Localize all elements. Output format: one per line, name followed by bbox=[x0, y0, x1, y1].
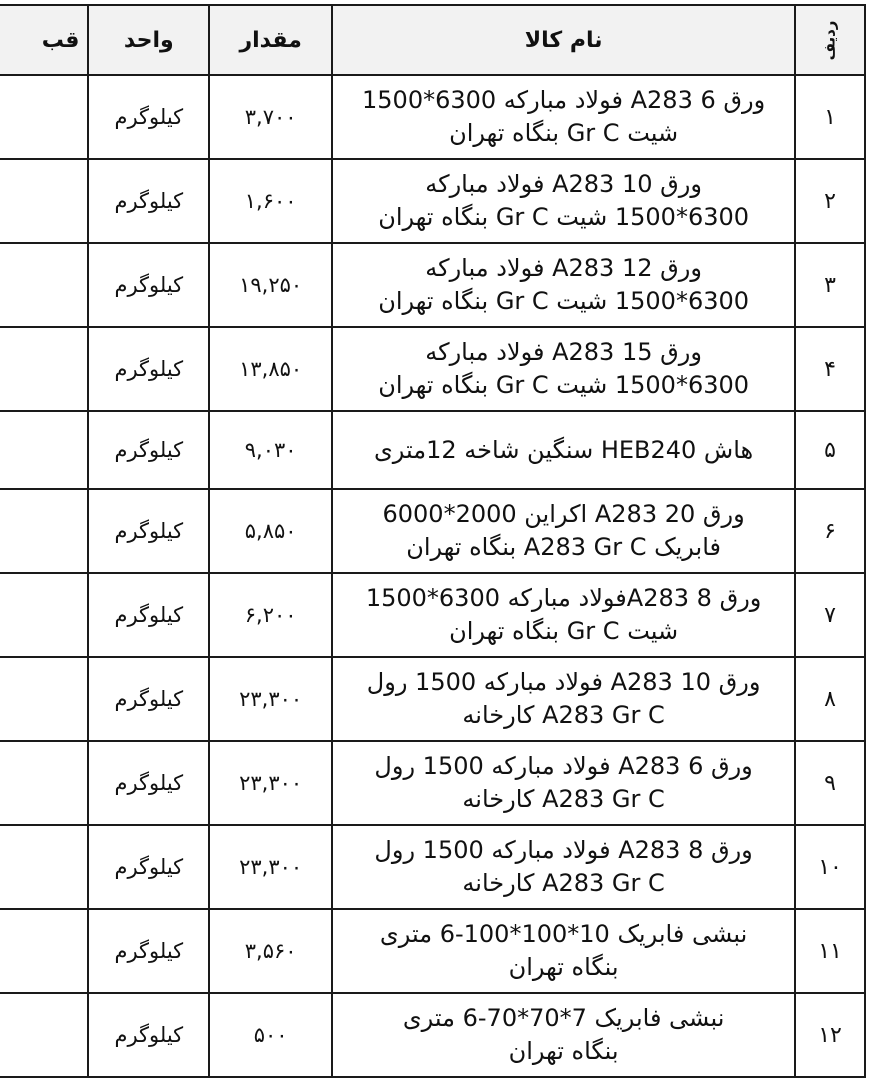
table-row bbox=[0, 159, 865, 243]
unit-cell: کیلوگرم bbox=[88, 159, 209, 243]
row-number-cell: ۹ bbox=[795, 741, 865, 825]
row-number-cell: ۷ bbox=[795, 573, 865, 657]
table-row bbox=[0, 825, 865, 909]
quantity-cell: ۳,۷۰۰ bbox=[209, 75, 332, 159]
unit-cell: کیلوگرم bbox=[88, 75, 209, 159]
row-number-cell: ۱۰ bbox=[795, 825, 865, 909]
unit-cell: کیلوگرم bbox=[88, 909, 209, 993]
price-cell bbox=[0, 159, 88, 243]
price-cell bbox=[0, 909, 88, 993]
header-unit: واحد bbox=[88, 5, 209, 75]
table-row bbox=[0, 573, 865, 657]
header-item-name: نام کالا bbox=[332, 5, 795, 75]
table-header bbox=[0, 5, 865, 75]
price-cell bbox=[0, 243, 88, 327]
price-cell bbox=[0, 657, 88, 741]
header-row bbox=[0, 5, 865, 75]
table-row bbox=[0, 489, 865, 573]
item-name-cell: ورق 8 A283فولاد مبارکه 6300*1500 شیت Gr C بنگاه تهران bbox=[332, 573, 795, 657]
table-row bbox=[0, 993, 865, 1077]
row-number-cell: ۱۲ bbox=[795, 993, 865, 1077]
price-cell bbox=[0, 993, 88, 1077]
quantity-cell: ۲۳,۳۰۰ bbox=[209, 657, 332, 741]
unit-cell: کیلوگرم bbox=[88, 825, 209, 909]
item-name-cell: ورق 10 A283 فولاد مبارکه 6300*1500 شیت Gr C بنگاه تهران bbox=[332, 159, 795, 243]
row-number-cell: ۵ bbox=[795, 411, 865, 489]
quantity-cell: ۲۳,۳۰۰ bbox=[209, 741, 332, 825]
table-body bbox=[0, 75, 865, 1077]
table-row bbox=[0, 741, 865, 825]
quantity-cell: ۱۹,۲۵۰ bbox=[209, 243, 332, 327]
table-row bbox=[0, 243, 865, 327]
row-number-cell: ۱ bbox=[795, 75, 865, 159]
quantity-cell: ۱۳,۸۵۰ bbox=[209, 327, 332, 411]
item-name-cell: ورق 8 A283 فولاد مبارکه 1500 رول A283 Gr C کارخانه bbox=[332, 825, 795, 909]
header-row-number bbox=[795, 5, 865, 75]
price-cell bbox=[0, 741, 88, 825]
unit-cell: کیلوگرم bbox=[88, 411, 209, 489]
item-name-cell: نبشی فابریک 10*100*100-6 متری بنگاه تهران bbox=[332, 909, 795, 993]
quantity-cell: ۹,۰۳۰ bbox=[209, 411, 332, 489]
item-name-cell: ورق 15 A283 فولاد مبارکه 6300*1500 شیت Gr C بنگاه تهران bbox=[332, 327, 795, 411]
header-row-number-label: ردیف bbox=[820, 20, 839, 60]
unit-cell: کیلوگرم bbox=[88, 741, 209, 825]
item-name-cell: ورق 12 A283 فولاد مبارکه 6300*1500 شیت Gr C بنگاه تهران bbox=[332, 243, 795, 327]
header-quantity: مقدار bbox=[209, 5, 332, 75]
row-number-cell: ۸ bbox=[795, 657, 865, 741]
table-row bbox=[0, 657, 865, 741]
quantity-cell: ۱,۶۰۰ bbox=[209, 159, 332, 243]
row-number-cell: ۱۱ bbox=[795, 909, 865, 993]
unit-cell: کیلوگرم bbox=[88, 327, 209, 411]
row-number-cell: ۴ bbox=[795, 327, 865, 411]
row-number-cell: ۲ bbox=[795, 159, 865, 243]
quantity-cell: ۵۰۰ bbox=[209, 993, 332, 1077]
price-cell bbox=[0, 411, 88, 489]
price-cell bbox=[0, 573, 88, 657]
unit-cell: کیلوگرم bbox=[88, 993, 209, 1077]
quantity-cell: ۶,۲۰۰ bbox=[209, 573, 332, 657]
item-name-cell: ورق 6 A283 فولاد مبارکه 6300*1500 شیت Gr C بنگاه تهران bbox=[332, 75, 795, 159]
price-cell bbox=[0, 825, 88, 909]
item-name-cell: نبشی فابریک 7*70*70-6 متری بنگاه تهران bbox=[332, 993, 795, 1077]
quantity-cell: ۵,۸۵۰ bbox=[209, 489, 332, 573]
price-cell bbox=[0, 489, 88, 573]
row-number-cell: ۳ bbox=[795, 243, 865, 327]
table-row bbox=[0, 75, 865, 159]
goods-table bbox=[0, 4, 866, 1078]
unit-cell: کیلوگرم bbox=[88, 489, 209, 573]
quantity-cell: ۳,۵۶۰ bbox=[209, 909, 332, 993]
item-name-cell: ورق 10 A283 فولاد مبارکه 1500 رول A283 Gr C کارخانه bbox=[332, 657, 795, 741]
unit-cell: کیلوگرم bbox=[88, 657, 209, 741]
item-name-cell: هاش HEB240 سنگین شاخه 12متری bbox=[332, 411, 795, 489]
price-cell bbox=[0, 75, 88, 159]
row-number-cell: ۶ bbox=[795, 489, 865, 573]
item-name-cell: ورق 20 A283 اکراین 2000*6000 فابریک A283 Gr C بنگاه تهران bbox=[332, 489, 795, 573]
unit-cell: کیلوگرم bbox=[88, 573, 209, 657]
table-row bbox=[0, 411, 865, 489]
table-row bbox=[0, 909, 865, 993]
unit-cell: کیلوگرم bbox=[88, 243, 209, 327]
table-row bbox=[0, 327, 865, 411]
item-name-cell: ورق 6 A283 فولاد مبارکه 1500 رول A283 Gr C کارخانه bbox=[332, 741, 795, 825]
header-price: قب bbox=[0, 5, 88, 75]
quantity-cell: ۲۳,۳۰۰ bbox=[209, 825, 332, 909]
price-cell bbox=[0, 327, 88, 411]
